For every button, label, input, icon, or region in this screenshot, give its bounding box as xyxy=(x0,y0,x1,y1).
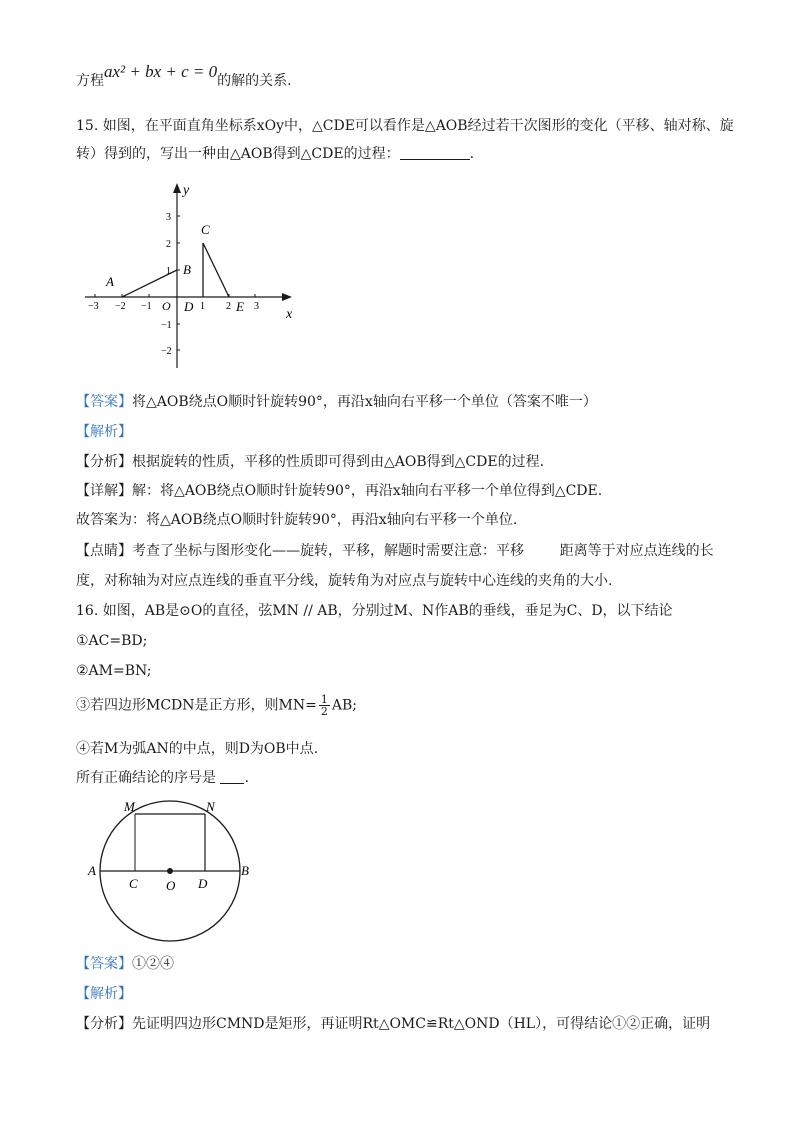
q15-comment-cont: 度，对称轴为对应点连线的垂直平分线，旋转角为对应点与旋转中心连线的夹角的大小. xyxy=(76,573,613,589)
q15-analysis-line xyxy=(76,422,132,442)
q15-detail: 解：将△AOB绕点O顺时针旋转90°，再沿x轴向右平移一个单位得到△CDE. xyxy=(132,483,603,499)
q15-comment-tag: 【点睛】 xyxy=(76,543,132,559)
x-axis-arrow xyxy=(282,293,292,301)
q15-period: . xyxy=(469,146,475,162)
q16-answer-line xyxy=(76,954,174,974)
label-c: C xyxy=(129,876,138,891)
q15-comment: 考查了坐标与图形变化——旋转，平移，解题时需要注意：平移 距离等于对应点连线的长 xyxy=(132,543,714,559)
intro-prefix: 方程 xyxy=(76,73,104,89)
y-tick-2: 2 xyxy=(166,239,171,250)
q16-fenxi: 先证明四边形CMND是矩形，再证明Rt△OMC≌Rt△OND（HL），可得结论①②正确，证明 xyxy=(132,1016,711,1032)
origin-label: O xyxy=(162,299,171,313)
q15-text-line2 xyxy=(76,144,474,164)
quadratic-equation: ax² + bx + c = 0 xyxy=(104,62,218,81)
fraction-numerator: 1 xyxy=(320,693,328,706)
q16-text: 如图，AB是⊙O的直径，弦MN // AB，分别过M、N作AB的垂线，垂足为C、D，以下结论 xyxy=(102,603,673,619)
q16-statement-1 xyxy=(76,631,147,651)
point-c-label: C xyxy=(201,222,210,237)
q15-comment-line1 xyxy=(76,541,714,561)
q15-answer: 将△AOB绕点O顺时针旋转90°，再沿x轴向右平移一个单位（答案不唯一） xyxy=(132,394,597,410)
x-tick-neg3: −3 xyxy=(88,301,99,312)
y-tick-3: 3 xyxy=(166,212,171,223)
statement-3-text: ③若四边形MCDN是正方形，则MN= xyxy=(76,697,317,714)
segment-ce xyxy=(203,243,229,297)
label-a: A xyxy=(88,863,96,878)
center-point-o xyxy=(167,868,173,874)
statement-2-text: ②AM=BN; xyxy=(76,663,152,679)
y-tick-neg1: −1 xyxy=(161,320,172,331)
statement-1-text: ①AC=BD; xyxy=(76,633,148,649)
q16-text-line xyxy=(76,601,673,621)
point-b-label: B xyxy=(183,262,191,277)
statement-3-suffix: AB; xyxy=(331,697,357,714)
q16-answer-tag: 【答案】 xyxy=(76,956,132,972)
q15-text: 如图，在平面直角坐标系xOy中，△CDE可以看作是△AOB经过若干次图形的变化（平移、轴对称、旋 xyxy=(102,118,734,134)
q15-text-cont: 转）得到的，写出一种由△AOB得到△CDE的过程： xyxy=(76,146,400,162)
q16-analysis-tag: 【解析】 xyxy=(76,986,132,1002)
x-tick-3: 3 xyxy=(254,301,259,312)
q15-conclusion-line xyxy=(76,510,517,530)
x-tick-neg2: −2 xyxy=(115,301,126,312)
q16-ask-line xyxy=(76,768,249,788)
label-n: N xyxy=(206,799,215,814)
point-d-label: D xyxy=(184,299,194,314)
y-tick-1: 1 xyxy=(166,266,171,277)
intro-suffix: 的解的关系. xyxy=(217,73,292,89)
y-axis-label: y xyxy=(183,183,190,198)
y-axis-arrow xyxy=(173,183,181,193)
statement-4-text: ④若M为弧AN的中点，则D为OB中点. xyxy=(76,741,319,757)
q15-number: 15. xyxy=(76,118,99,134)
q16-statement-2 xyxy=(76,661,151,681)
q16-circle-figure xyxy=(84,796,264,946)
label-b: B xyxy=(241,863,249,878)
x-tick-1: 1 xyxy=(200,301,205,312)
intro-line xyxy=(76,62,292,91)
x-axis-label: x xyxy=(286,307,293,322)
q15-fenxi-tag: 【分析】 xyxy=(76,454,132,470)
q16-fenxi-tag: 【分析】 xyxy=(76,1016,132,1032)
q15-comment-line2 xyxy=(76,571,612,591)
point-a-label: A xyxy=(106,274,114,289)
q15-text-line1 xyxy=(76,116,734,136)
q16-statement-4 xyxy=(76,739,318,759)
q15-answer-line xyxy=(76,392,597,412)
fraction-denominator: 2 xyxy=(320,705,328,718)
q15-detail-line xyxy=(76,481,602,501)
q16-fenxi-line xyxy=(76,1014,710,1034)
q16-answer-blank xyxy=(220,769,244,784)
q15-fenxi-line xyxy=(76,452,544,472)
x-tick-2: 2 xyxy=(226,301,231,312)
q15-conclusion: 故答案为：将△AOB绕点O顺时针旋转90°，再沿x轴向右平移一个单位. xyxy=(76,512,518,528)
label-m: M xyxy=(124,799,135,814)
fraction-one-half xyxy=(319,694,330,717)
x-tick-neg1: −1 xyxy=(141,301,152,312)
q15-analysis-tag: 【解析】 xyxy=(76,424,132,440)
q16-ask: 所有正确结论的序号是 xyxy=(76,770,216,786)
q15-answer-blank xyxy=(400,145,470,160)
q15-fenxi: 根据旋转的性质，平移的性质即可得到由△AOB得到△CDE的过程. xyxy=(132,454,545,470)
label-d: D xyxy=(198,876,208,891)
q15-coordinate-figure xyxy=(80,180,310,370)
q16-statement-3 xyxy=(76,694,357,717)
y-tick-neg2: −2 xyxy=(161,346,172,357)
q15-detail-tag: 【详解】 xyxy=(76,483,132,499)
point-e-label: E xyxy=(236,299,244,314)
label-o: O xyxy=(166,878,176,893)
q15-answer-tag: 【答案】 xyxy=(76,394,132,410)
q16-number: 16. xyxy=(76,603,99,619)
q16-answer: ①②④ xyxy=(132,956,174,972)
q16-period: . xyxy=(244,770,249,786)
q16-analysis-line xyxy=(76,984,132,1004)
